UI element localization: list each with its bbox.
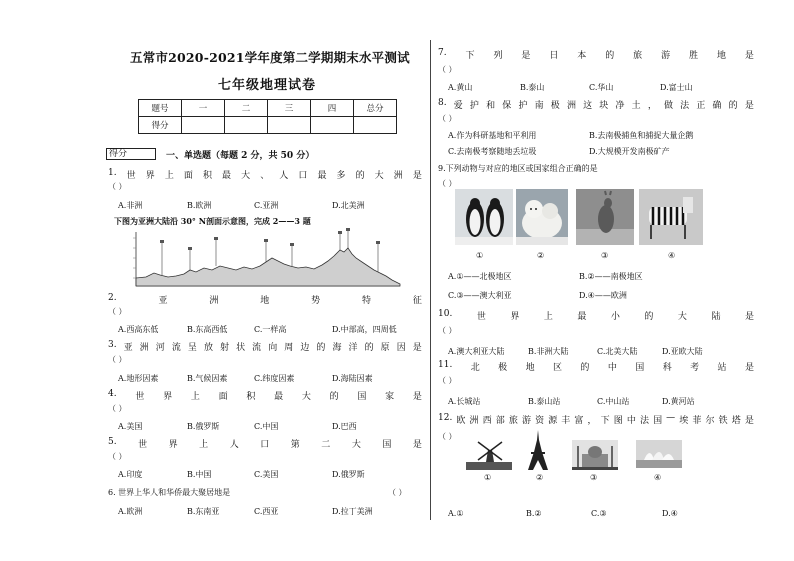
- stem-char: 资: [535, 416, 545, 426]
- stem-char: 正: [696, 101, 706, 111]
- option-b[interactable]: B.俄罗斯: [187, 422, 220, 431]
- stem-char: 因: [396, 343, 406, 353]
- stem-char: —: [666, 413, 676, 423]
- answer-paren[interactable]: （ ）: [108, 452, 127, 461]
- question-stem: [108, 168, 422, 181]
- question-stem: [108, 389, 422, 402]
- stem-char: 2.: [108, 293, 117, 303]
- option-d[interactable]: D.巴西: [332, 422, 357, 431]
- question-stem: 6. 世界上华人和华侨最大聚居地是: [108, 488, 231, 497]
- option-c[interactable]: C.华山: [589, 83, 614, 92]
- stem-char: 极: [498, 363, 508, 373]
- stem-char: 丰: [561, 416, 571, 426]
- stem-char: 4.: [108, 389, 117, 399]
- zebra-image: [639, 189, 703, 245]
- stem-char: 下: [465, 51, 475, 61]
- stem-char: 势: [311, 296, 321, 306]
- image-label: ③: [601, 251, 609, 260]
- option-b[interactable]: B.泰山: [520, 83, 545, 92]
- answer-paren[interactable]: （ ）: [108, 404, 127, 413]
- stem-char: 护: [518, 101, 528, 111]
- score-input[interactable]: [311, 117, 354, 134]
- image-label: ②: [536, 473, 544, 482]
- stem-char: 游: [521, 416, 531, 426]
- image-label: ①: [484, 473, 492, 482]
- stem-char: 陆: [711, 312, 721, 322]
- stem-char: 的: [329, 392, 339, 402]
- section-score-box[interactable]: [106, 148, 156, 160]
- stem-char: 站: [717, 363, 727, 373]
- stem-char: 国: [653, 416, 663, 426]
- stem-char: 是: [744, 363, 754, 373]
- stem-char: 洋: [348, 343, 358, 353]
- option-d[interactable]: D.中部高，四周低: [332, 325, 397, 334]
- stem-char: 是: [744, 312, 754, 322]
- stem-char: 日: [549, 51, 559, 61]
- stem-char: 洲: [393, 171, 403, 181]
- stem-char: 保: [502, 101, 512, 111]
- stem-char: 的: [644, 312, 654, 322]
- stem-char: 多: [336, 171, 346, 181]
- stem-char: 的: [580, 363, 590, 373]
- option-c[interactable]: C.③: [591, 509, 607, 518]
- option-b[interactable]: B.②: [526, 509, 542, 518]
- option-b[interactable]: B.气候因素: [187, 374, 228, 383]
- image-label: ②: [537, 251, 545, 260]
- option-d[interactable]: D.亚欧大陆: [662, 347, 703, 356]
- option-a[interactable]: A.长城站: [448, 397, 481, 406]
- stem-char: 科: [662, 363, 672, 373]
- image-label: ④: [654, 473, 662, 482]
- answer-paren[interactable]: （ ）: [438, 376, 457, 385]
- stem-char: 的: [355, 171, 365, 181]
- question-stem: [438, 309, 754, 322]
- option-a[interactable]: A.①: [448, 509, 464, 518]
- stem-char: 和: [486, 101, 496, 111]
- stem-char: 做: [663, 101, 673, 111]
- option-b[interactable]: B.东高西低: [187, 325, 228, 334]
- option-a[interactable]: A.澳大利亚大陆: [448, 347, 505, 356]
- stem-char: 射: [220, 343, 230, 353]
- answer-paren[interactable]: （ ）: [108, 307, 127, 316]
- stem-char: 世: [138, 440, 148, 450]
- answer-paren[interactable]: （ ）: [438, 326, 457, 335]
- stem-char: 大: [677, 312, 687, 322]
- stem-char: 面: [183, 171, 193, 181]
- taj-mahal-image: [572, 440, 618, 470]
- stem-char: 国: [635, 363, 645, 373]
- question-stem: [108, 340, 422, 353]
- stem-char: 块: [599, 101, 609, 111]
- stem-char: 中: [607, 363, 617, 373]
- windmill-image: [466, 440, 512, 470]
- stem-char: 界: [168, 440, 178, 450]
- stem-char: 的: [728, 101, 738, 111]
- stem-char: 法: [639, 416, 649, 426]
- stem-char: 极: [550, 101, 560, 111]
- stem-char: 1.: [108, 168, 117, 178]
- stem-char: 积: [202, 171, 212, 181]
- opera-house-image: [636, 440, 682, 468]
- stem-char: 游: [661, 51, 671, 61]
- option-d[interactable]: D.海陆因素: [332, 374, 373, 383]
- stem-char: 洲: [566, 101, 576, 111]
- option-d[interactable]: D.拉丁美洲: [332, 507, 373, 516]
- option-c[interactable]: C.亚洲: [254, 201, 279, 210]
- stem-char: 人: [279, 171, 289, 181]
- stem-char: 埃: [679, 416, 689, 426]
- answer-paren[interactable]: （ ）: [438, 65, 457, 74]
- stem-char: 是: [412, 343, 422, 353]
- stem-char: 世: [135, 392, 145, 402]
- stem-char: 区: [553, 363, 563, 373]
- stem-char: 欧: [456, 416, 466, 426]
- stem-char: 10.: [438, 309, 453, 319]
- stem-char: 是: [744, 416, 754, 426]
- option-b[interactable]: B.欧洲: [187, 201, 212, 210]
- score-input[interactable]: [268, 117, 311, 134]
- stem-char: 向: [268, 343, 278, 353]
- stem-char: 最: [317, 171, 327, 181]
- option-c[interactable]: C.中国: [254, 422, 279, 431]
- stem-char: 状: [236, 343, 246, 353]
- stem-char: 爱: [453, 101, 463, 111]
- stem-char: 界: [163, 392, 173, 402]
- score-cell: 题号: [139, 100, 182, 117]
- stem-char: 北: [470, 363, 480, 373]
- stem-char: 铁: [718, 416, 728, 426]
- option-c[interactable]: C.一样高: [254, 325, 287, 334]
- stem-char: 洲: [209, 296, 219, 306]
- stem-char: 尔: [705, 416, 715, 426]
- stem-char: 胜: [689, 51, 699, 61]
- score-input[interactable]: [225, 117, 268, 134]
- option-b[interactable]: B.泰山站: [528, 397, 561, 406]
- stem-char: 本: [577, 51, 587, 61]
- stem-char: 南: [534, 101, 544, 111]
- stem-char: 地: [525, 363, 535, 373]
- stem-char: 第: [290, 440, 300, 450]
- option-a[interactable]: A.欧洲: [118, 507, 143, 516]
- stem-char: 地: [716, 51, 726, 61]
- stem-char: 放: [203, 343, 213, 353]
- stem-char: 世: [476, 312, 486, 322]
- stem-char: 原: [380, 343, 390, 353]
- stem-char: 上: [190, 392, 200, 402]
- question-stem: [108, 437, 422, 450]
- stem-char: 小: [610, 312, 620, 322]
- option-a[interactable]: A.作为科研基地和平利用: [448, 131, 537, 140]
- stem-char: 最: [274, 392, 284, 402]
- stem-char: 的: [364, 343, 374, 353]
- answer-paren[interactable]: （ ）: [438, 432, 457, 441]
- score-cell: 二: [225, 100, 268, 117]
- asia-profile-diagram: [116, 228, 406, 290]
- score-cell: 三: [268, 100, 311, 117]
- stem-char: 口: [298, 171, 308, 181]
- stem-char: 流: [171, 343, 181, 353]
- section-heading: 一、单选题（每题 2 分，共 50 分）: [166, 151, 315, 161]
- stem-char: 洲: [139, 343, 149, 353]
- stem-char: 是: [412, 392, 422, 402]
- stem-char: 菲: [692, 416, 702, 426]
- stem-char: 洲: [469, 416, 479, 426]
- stem-char: 界: [510, 312, 520, 322]
- option-c[interactable]: C.纬度因素: [254, 374, 295, 383]
- stem-char: 呈: [187, 343, 197, 353]
- option-a[interactable]: A.西高东低: [118, 325, 159, 334]
- stem-char: 是: [744, 51, 754, 61]
- option-c[interactable]: C.美国: [254, 470, 279, 479]
- answer-paren[interactable]: （ ）: [438, 179, 457, 188]
- column-divider: [430, 40, 431, 520]
- option-a[interactable]: A.美国: [118, 422, 143, 431]
- stem-char: 周: [284, 343, 294, 353]
- stem-char: 最: [222, 171, 232, 181]
- score-input[interactable]: [182, 117, 225, 134]
- stem-char: 上: [199, 440, 209, 450]
- stem-char: 大: [301, 392, 311, 402]
- stem-char: 边: [300, 343, 310, 353]
- answer-paren[interactable]: （ ）: [438, 114, 457, 123]
- answer-paren[interactable]: （ ）: [108, 355, 127, 364]
- stem-char: 特: [362, 296, 372, 306]
- stem-char: 亚: [123, 343, 133, 353]
- option-d[interactable]: D.大规模开发南极矿产: [589, 147, 670, 156]
- option-a[interactable]: A.①——北极地区: [448, 272, 512, 281]
- question-stem: [438, 48, 754, 61]
- stem-char: 是: [412, 171, 422, 181]
- option-a[interactable]: A.非洲: [118, 201, 143, 210]
- stem-char: 净: [615, 101, 625, 111]
- stem-char: ，: [647, 101, 657, 111]
- stem-char: 图: [613, 416, 623, 426]
- stem-char: 是: [412, 440, 422, 450]
- section-score-label: 得分: [109, 149, 128, 159]
- stem-char: 法: [680, 101, 690, 111]
- stem-char: 的: [316, 343, 326, 353]
- stem-char: 这: [583, 101, 593, 111]
- option-b[interactable]: B.非洲大陆: [528, 347, 569, 356]
- exam-title: 五常市2020-2021学年度第二学期期末水平测试: [130, 50, 410, 65]
- stem-char: 世: [126, 171, 136, 181]
- stem-char: 旅: [508, 416, 518, 426]
- stem-char: 是: [521, 51, 531, 61]
- answer-paren[interactable]: （ ）: [108, 182, 127, 191]
- exam-subtitle: 七年级地理试卷: [218, 78, 317, 93]
- stem-char: 国: [382, 440, 392, 450]
- stem-char: 家: [385, 392, 395, 402]
- stem-char: 土: [631, 101, 641, 111]
- stem-char: 11.: [438, 360, 453, 370]
- stem-char: 海: [332, 343, 342, 353]
- stem-char: 中: [626, 416, 636, 426]
- score-cell: 四: [311, 100, 354, 117]
- stem-char: 源: [548, 416, 558, 426]
- option-a[interactable]: A.地形因素: [118, 374, 159, 383]
- polar-bear-image: [516, 189, 568, 245]
- option-d[interactable]: D.俄罗斯: [332, 470, 365, 479]
- stem-char: 最: [577, 312, 587, 322]
- score-cell: 一: [182, 100, 225, 117]
- eiffel-tower-image: [527, 430, 549, 470]
- question-stem: [438, 98, 754, 111]
- stem-char: 亚: [158, 296, 168, 306]
- stem-char: 、: [260, 171, 270, 181]
- question-stem: [108, 293, 422, 306]
- option-a[interactable]: A.印度: [118, 470, 143, 479]
- stem-char: 上: [543, 312, 553, 322]
- stem-char: 8.: [438, 98, 447, 108]
- option-d[interactable]: D.北美洲: [332, 201, 365, 210]
- stem-char: 河: [155, 343, 165, 353]
- option-d[interactable]: D.富士山: [660, 83, 693, 92]
- option-b[interactable]: B.中国: [187, 470, 212, 479]
- option-c[interactable]: C.中山站: [597, 397, 630, 406]
- option-b[interactable]: B.去南极捕鱼和捕捉大量企鹅: [589, 131, 694, 140]
- option-b[interactable]: B.东南亚: [187, 507, 220, 516]
- option-c[interactable]: C.去南极考察随地丢垃圾: [448, 147, 537, 156]
- stem-char: 考: [690, 363, 700, 373]
- score-cell: 总分: [354, 100, 397, 117]
- option-b[interactable]: B.②——南极地区: [579, 272, 643, 281]
- option-d[interactable]: D.黄河站: [662, 397, 695, 406]
- option-c[interactable]: C.西亚: [254, 507, 279, 516]
- option-d[interactable]: D.④——欧洲: [579, 291, 627, 300]
- stem-char: 界: [145, 171, 155, 181]
- score-cell: 得分: [139, 117, 182, 134]
- image-label: ①: [476, 251, 484, 260]
- stem-char: 是: [744, 101, 754, 111]
- stem-char: 人: [229, 440, 239, 450]
- stem-char: 西: [482, 416, 492, 426]
- stem-char: 部: [495, 416, 505, 426]
- stem-char: 地: [260, 296, 270, 306]
- stem-char: 流: [252, 343, 262, 353]
- stem-char: 7.: [438, 48, 447, 58]
- penguin-image: [455, 189, 513, 245]
- option-c[interactable]: C.③——澳大利亚: [448, 291, 512, 300]
- stem-char: 列: [493, 51, 503, 61]
- option-d[interactable]: D.④: [662, 509, 678, 518]
- question-stem: [438, 413, 754, 426]
- answer-paren[interactable]: （ ）: [388, 488, 407, 497]
- option-c[interactable]: C.北美大陆: [597, 347, 638, 356]
- stem-char: 征: [412, 296, 422, 306]
- score-table: [138, 99, 397, 134]
- question-stem: [438, 360, 754, 373]
- stem-char: 确: [712, 101, 722, 111]
- stem-char: 面: [218, 392, 228, 402]
- stem-char: 大: [241, 171, 251, 181]
- score-input[interactable]: [354, 117, 397, 134]
- stem-char: ，: [587, 416, 597, 426]
- kangaroo-image: [576, 189, 634, 245]
- stem-char: 护: [469, 101, 479, 111]
- question-stem: 9.下列动物与对应的地区或国家组合正确的是: [438, 164, 598, 173]
- stem-char: 旅: [633, 51, 643, 61]
- option-a[interactable]: A.黄山: [448, 83, 473, 92]
- stem-char: 口: [260, 440, 270, 450]
- stem-char: 国: [357, 392, 367, 402]
- stem-char: 3.: [108, 340, 117, 350]
- image-label: ③: [590, 473, 598, 482]
- stem-char: 二: [321, 440, 331, 450]
- stem-char: 12.: [438, 413, 453, 423]
- stem-char: 塔: [731, 416, 741, 426]
- stem-char: 大: [374, 171, 384, 181]
- stem-char: 富: [574, 416, 584, 426]
- stem-char: 5.: [108, 437, 117, 447]
- stem-char: 下: [600, 416, 610, 426]
- image-label: ④: [668, 251, 676, 260]
- stem-char: 上: [164, 171, 174, 181]
- stem-char: 积: [246, 392, 256, 402]
- stem-char: 大: [351, 440, 361, 450]
- map-caption: 下图为亚洲大陆沿 30° N剖面示意图，完成 2——3 题: [114, 216, 311, 226]
- stem-char: 的: [605, 51, 615, 61]
